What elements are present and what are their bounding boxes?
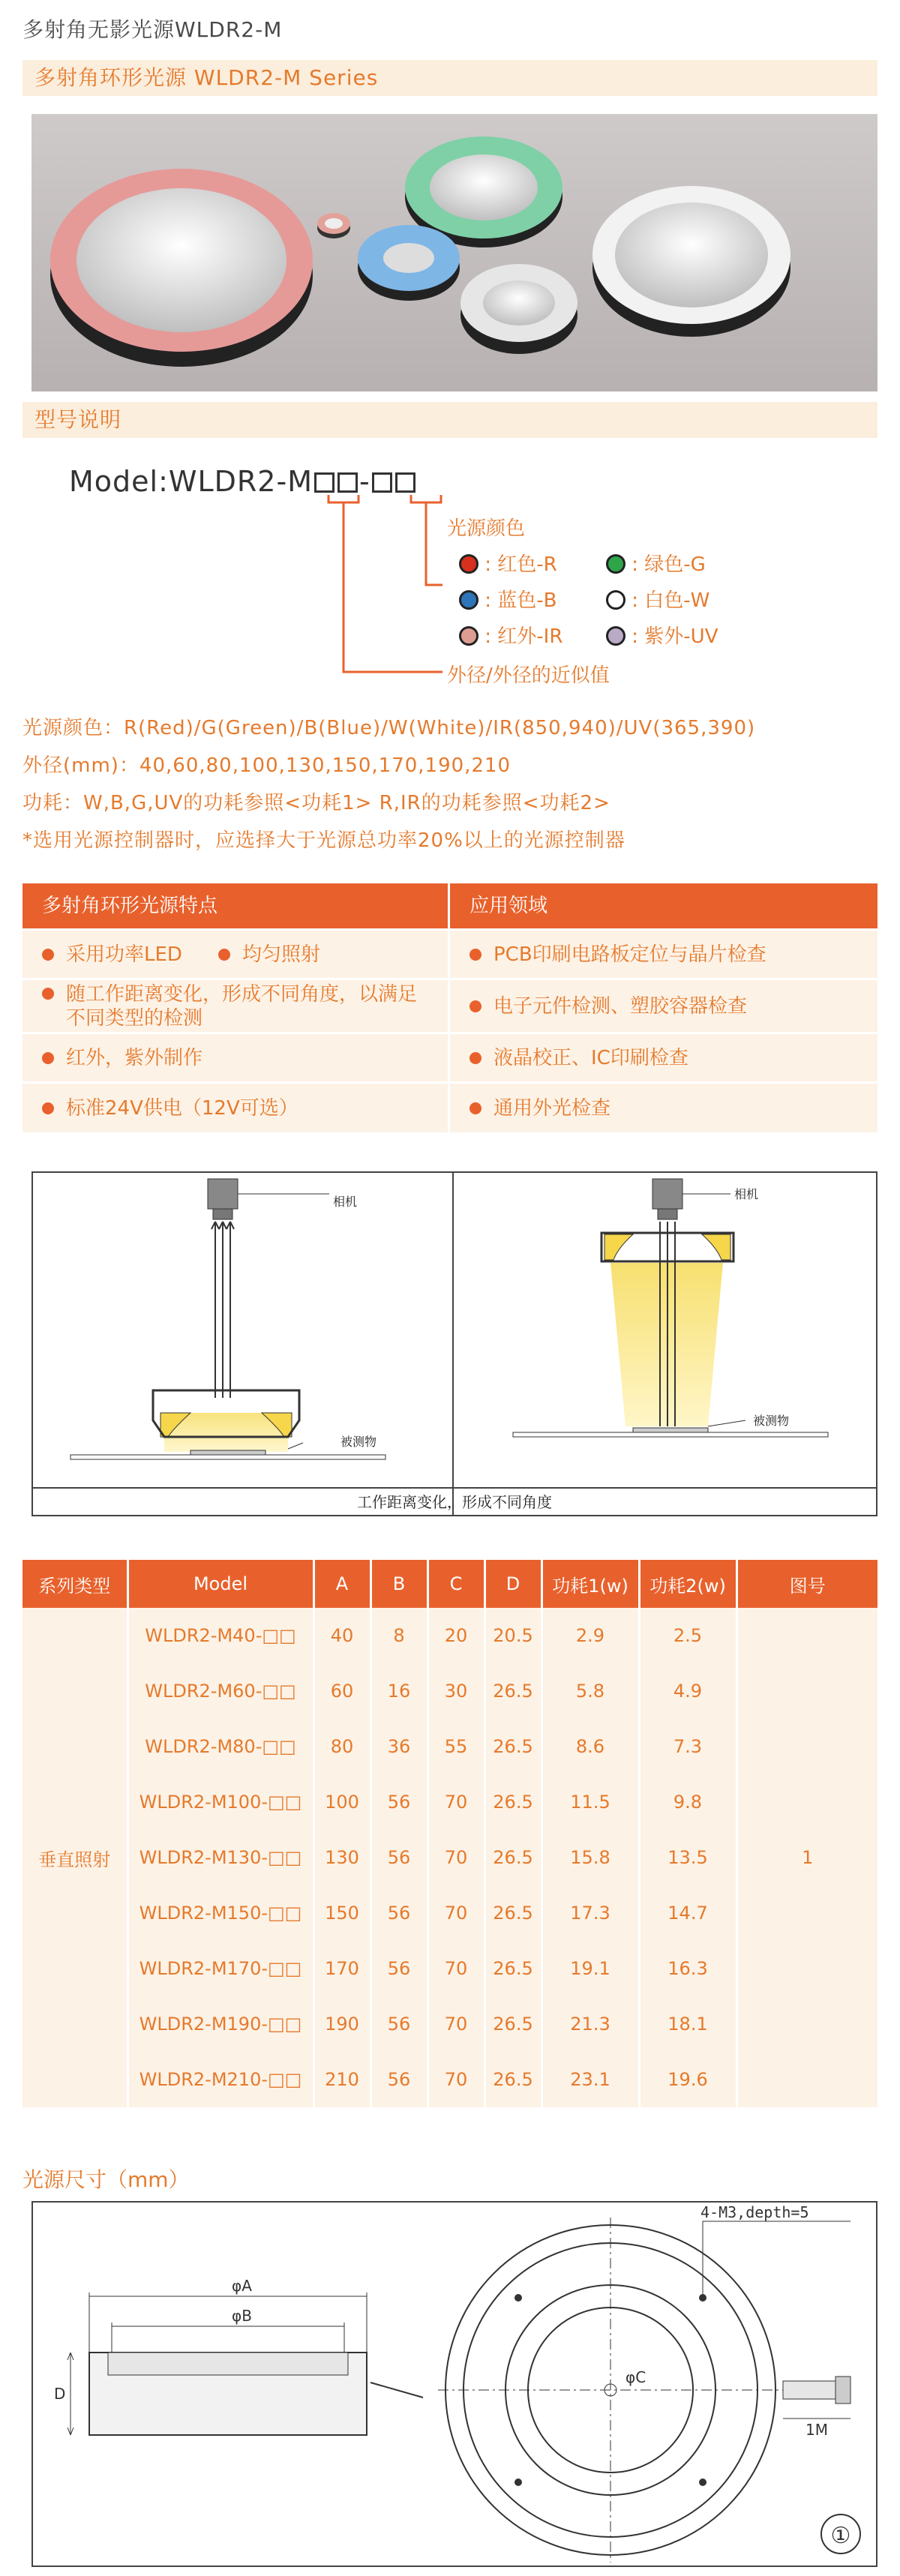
col-header: C [428, 1560, 484, 1608]
application-item: 电子元件检测、塑胶容器检查 [450, 980, 878, 1032]
model-dash: - [358, 465, 370, 498]
dim-D-label: D [54, 2385, 66, 2403]
pink-dot-icon [459, 626, 478, 646]
col-header: 系列类型 [22, 1560, 128, 1608]
table-cell: 70 [428, 1830, 484, 1885]
feature-item: 标准24V供电（12V可选） [22, 1084, 450, 1132]
application-item: 液晶校正、IC印刷检查 [450, 1034, 878, 1081]
product-photo [32, 114, 878, 391]
table-cell: WLDR2-M150-□□ [128, 1885, 314, 1941]
model-prefix: Model:WLDR2-M [69, 465, 313, 498]
dim-A-label: φA [232, 2277, 252, 2295]
application-item: 通用外光检查 [450, 1084, 878, 1132]
bullet-icon [42, 988, 54, 1000]
table-cell: 26.5 [484, 1885, 542, 1941]
bullet-icon [470, 1102, 482, 1114]
blue-dot-icon [459, 590, 478, 610]
color-option-blue: : 蓝色-B [459, 585, 557, 613]
table-cell: 56 [370, 2052, 428, 2107]
feature-item: 红外，紫外制作 [22, 1034, 450, 1081]
col-header: D [484, 1560, 542, 1608]
col-header: A [314, 1560, 370, 1608]
table-cell: 20.5 [484, 1608, 542, 1663]
series-bar: 多射角环形光源 WLDR2-M Series [22, 60, 878, 96]
table-cell: 9.8 [639, 1774, 736, 1830]
table-cell: WLDR2-M190-□□ [128, 1996, 314, 2052]
table-cell: WLDR2-M40-□□ [128, 1608, 314, 1663]
table-cell: 210 [314, 2052, 370, 2107]
table-cell: WLDR2-M170-□□ [128, 1941, 314, 1996]
bullet-icon [470, 949, 482, 961]
table-cell: 16 [370, 1663, 428, 1719]
dim-C-label: φC [626, 2368, 646, 2386]
table-cell: 56 [370, 1996, 428, 2052]
diagram-caption: 工作距离变化，形成不同角度 [357, 1493, 552, 1511]
table-cell: 11.5 [542, 1774, 639, 1830]
features-header: 多射角环形光源特点 [22, 883, 450, 928]
table-cell: 150 [314, 1885, 370, 1941]
table-row [22, 1608, 878, 1663]
feature-item: 采用功率LED 均匀照射 [22, 931, 450, 978]
dimensions-title: 光源尺寸（mm） [22, 2167, 190, 2192]
white-dot-icon [606, 590, 626, 610]
table-cell: 70 [428, 1941, 484, 1996]
table-cell: 26.5 [484, 1663, 542, 1719]
table-cell: 40 [314, 1608, 370, 1663]
table-cell: 26.5 [484, 1941, 542, 1996]
color-option-ir: : 红外-IR [459, 621, 562, 649]
spec-controller-note: *选用光源控制器时，应选择大于光源总功率20%以上的光源控制器 [22, 829, 626, 852]
table-cell: 2.5 [639, 1608, 736, 1663]
table-cell: 26.5 [484, 2052, 542, 2107]
color-option-green: : 绿色-G [606, 549, 706, 577]
table-cell: WLDR2-M210-□□ [128, 2052, 314, 2107]
table-cell: 21.3 [542, 1996, 639, 2052]
table-cell: 13.5 [639, 1830, 736, 1885]
table-cell: 23.1 [542, 2052, 639, 2107]
figure-no-cell: 1 [736, 1608, 878, 2107]
object-label-left: 被测物 [340, 1435, 377, 1449]
spec-colors: 光源颜色：R(Red)/G(Green)/B(Blue)/W(White)/IR(850,940)/UV(365,390) [22, 717, 756, 739]
table-cell: 26.5 [484, 1996, 542, 2052]
bullet-icon [470, 1000, 482, 1012]
table-cell: WLDR2-M80-□□ [128, 1719, 314, 1774]
table-cell: 26.5 [484, 1830, 542, 1885]
col-header: 功耗1(w) [542, 1560, 639, 1608]
color-option-red: : 红色-R [459, 549, 557, 577]
table-cell: 18.1 [639, 1996, 736, 2052]
col-header: Model [128, 1560, 314, 1608]
dim-B-label: φB [232, 2307, 252, 2325]
table-cell: WLDR2-M60-□□ [128, 1663, 314, 1719]
col-header: B [370, 1560, 428, 1608]
table-cell: 56 [370, 1774, 428, 1830]
table-cell: 16.3 [639, 1941, 736, 1996]
series-type-cell: 垂直照射 [22, 1608, 128, 2107]
bullet-icon [218, 949, 230, 961]
green-dot-icon [606, 554, 626, 574]
table-cell: 7.3 [639, 1719, 736, 1774]
camera-label-left: 相机 [333, 1195, 358, 1209]
table-cell: 20 [428, 1608, 484, 1663]
bullet-icon [42, 949, 54, 961]
object-label-right: 被测物 [753, 1414, 790, 1428]
table-cell: 60 [314, 1663, 370, 1719]
table-cell: 56 [370, 1885, 428, 1941]
table-cell: 170 [314, 1941, 370, 1996]
table-cell: 56 [370, 1941, 428, 1996]
table-cell: 130 [314, 1830, 370, 1885]
table-cell: 190 [314, 1996, 370, 2052]
table-cell: 8.6 [542, 1719, 639, 1774]
bullet-icon [42, 1052, 54, 1064]
table-cell: WLDR2-M130-□□ [128, 1830, 314, 1885]
camera-label-right: 相机 [734, 1187, 759, 1201]
col-header: 图号 [736, 1560, 878, 1608]
table-cell: 14.7 [639, 1885, 736, 1941]
table-cell: 2.9 [542, 1608, 639, 1663]
table-cell: 26.5 [484, 1719, 542, 1774]
bullet-icon [470, 1052, 482, 1064]
spec-diameter: 外径(mm)：40,60,80,100,130,150,170,190,210 [22, 754, 512, 777]
table-cell: 4.9 [639, 1663, 736, 1719]
table-cell: WLDR2-M100-□□ [128, 1774, 314, 1830]
features-table [22, 883, 878, 1132]
feature-item: 随工作距离变化，形成不同角度，以满足不同类型的检测 [22, 980, 450, 1032]
model-section-bar: 型号说明 [22, 402, 878, 438]
spec-power: 功耗：W,B,G,UV的功耗参照<功耗1> R,IR的功耗参照<功耗2> [22, 792, 610, 814]
table-cell: 17.3 [542, 1885, 639, 1941]
cable-length-label: 1M [806, 2421, 828, 2439]
page-title: 多射角无影光源WLDR2-M [22, 17, 283, 42]
model-spec-table [22, 1560, 878, 2107]
bullet-icon [42, 1102, 54, 1114]
table-cell: 80 [314, 1719, 370, 1774]
table-cell: 36 [370, 1719, 428, 1774]
screw-label: 4-M3,depth=5 [700, 2203, 809, 2221]
table-cell: 15.8 [542, 1830, 639, 1885]
red-dot-icon [459, 554, 478, 574]
figure-number: ① [830, 2523, 851, 2549]
col-header: 功耗2(w) [639, 1560, 736, 1608]
table-cell: 55 [428, 1719, 484, 1774]
table-cell: 70 [428, 1996, 484, 2052]
dimension-drawing [32, 2201, 878, 2567]
table-cell: 8 [370, 1608, 428, 1663]
table-cell: 70 [428, 1774, 484, 1830]
table-cell: 26.5 [484, 1774, 542, 1830]
table-cell: 70 [428, 2052, 484, 2107]
size-note: 外径/外径的近似值 [447, 664, 610, 687]
legend-title: 光源颜色 [447, 517, 526, 540]
color-option-uv: : 紫外-UV [606, 621, 718, 649]
table-cell: 19.1 [542, 1941, 639, 1996]
application-item: PCB印刷电路板定位与晶片检查 [450, 931, 878, 978]
working-distance-diagram [32, 1171, 878, 1516]
table-cell: 56 [370, 1830, 428, 1885]
table-cell: 19.6 [639, 2052, 736, 2107]
applications-header: 应用领域 [470, 895, 548, 917]
table-cell: 5.8 [542, 1663, 639, 1719]
table-cell: 100 [314, 1774, 370, 1830]
table-cell: 70 [428, 1885, 484, 1941]
lavender-dot-icon [606, 626, 626, 646]
color-option-white: : 白色-W [606, 585, 710, 613]
table-cell: 30 [428, 1663, 484, 1719]
